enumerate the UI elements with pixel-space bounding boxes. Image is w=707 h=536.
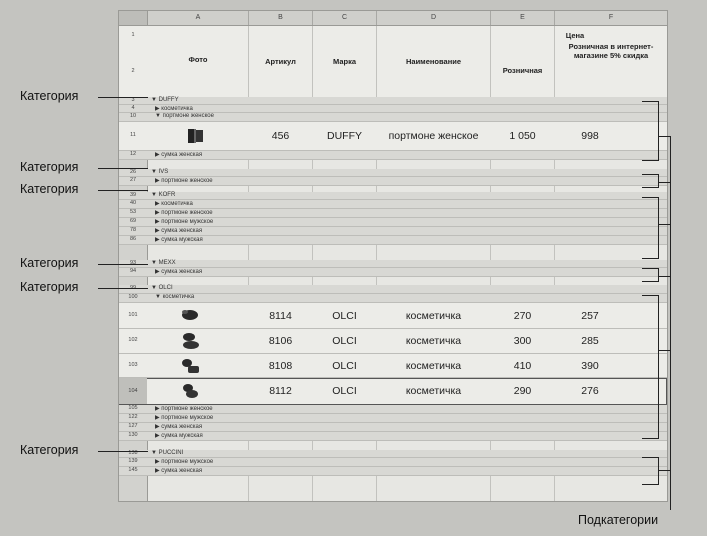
group-row-subcategory[interactable] (119, 414, 667, 423)
group-label[interactable]: ▼ PUCCINI (151, 450, 184, 456)
group-row-subcategory[interactable] (119, 209, 667, 218)
header-cena: Цена (565, 31, 585, 40)
table-row[interactable] (119, 122, 667, 151)
callout-category: Категория (20, 443, 79, 457)
row-number[interactable]: 94 (129, 268, 137, 274)
group-row-subcategory[interactable] (119, 467, 667, 476)
row-number[interactable]: 4 (131, 105, 135, 111)
cell-marka[interactable]: OLCI (332, 310, 357, 322)
row-number[interactable]: 10 (129, 113, 137, 119)
callout-pointer-line (98, 97, 148, 98)
group-label[interactable]: ▶ портмоне женское (155, 406, 213, 412)
row-number[interactable]: 105 (128, 405, 138, 411)
cell-marka[interactable]: OLCI (332, 335, 357, 347)
group-label[interactable]: ▼ DUFFY (151, 97, 179, 103)
cell-marka[interactable]: OLCI (332, 385, 357, 397)
group-row-subcategory[interactable] (119, 113, 667, 122)
group-row-subcategory[interactable] (119, 458, 667, 467)
cell-marka[interactable]: DUFFY (327, 130, 362, 142)
group-label[interactable]: ▶ косметичка (155, 201, 193, 207)
group-row-category[interactable] (119, 192, 667, 200)
subcategory-bracket (642, 268, 659, 282)
cell-artikul[interactable]: 8108 (268, 360, 293, 372)
header-marka: Марка (332, 57, 357, 66)
cell-internet-price[interactable]: 390 (581, 360, 599, 372)
cell-artikul[interactable]: 8112 (269, 385, 292, 397)
bracket-connector (658, 224, 670, 225)
product-photo-cosmetic-bag-icon (179, 332, 201, 350)
group-row-subcategory[interactable] (119, 423, 667, 432)
bracket-connector (658, 276, 670, 277)
row-number[interactable]: 3 (131, 97, 135, 103)
group-label[interactable]: ▶ портмоне мужское (155, 459, 214, 465)
group-row-subcategory[interactable] (119, 236, 667, 245)
table-row-selected[interactable] (119, 378, 667, 405)
row-number[interactable]: 93 (129, 260, 137, 266)
subcategory-bracket (642, 197, 659, 259)
group-label[interactable]: ▼ IVS (151, 169, 169, 175)
group-label[interactable]: ▶ сумка мужская (155, 237, 203, 243)
cell-artikul[interactable]: 8106 (268, 335, 293, 347)
group-row-category[interactable] (119, 450, 667, 458)
product-photo-cosmetic-bag-icon (179, 357, 201, 375)
row-number[interactable]: 39 (129, 192, 137, 198)
cell-price[interactable]: 410 (513, 360, 532, 372)
group-label[interactable]: ▶ сумка женская (155, 228, 203, 234)
cell-internet-price[interactable]: 257 (581, 310, 599, 322)
column-header-row (119, 11, 667, 26)
callout-pointer-line (98, 288, 148, 289)
row-number[interactable]: 26 (129, 169, 137, 175)
subcategory-bracket (642, 295, 659, 439)
group-label[interactable]: ▶ сумка женская (155, 152, 203, 158)
cell-name[interactable]: косметичка (405, 360, 462, 372)
group-label[interactable]: ▶ портмоне женское (155, 210, 213, 216)
group-label[interactable]: ▶ портмоне женское (155, 178, 213, 184)
cell-price[interactable]: 290 (513, 385, 532, 397)
callout-category: Категория (20, 280, 79, 294)
cell-price[interactable]: 300 (513, 335, 532, 347)
product-photo-cosmetic-bag-icon (179, 308, 201, 322)
cell-name[interactable]: косметичка (405, 335, 462, 347)
cell-artikul[interactable]: 456 (271, 130, 290, 142)
group-row-category[interactable] (119, 169, 667, 177)
group-row-subcategory[interactable] (119, 294, 667, 303)
row-number[interactable]: 2 (131, 68, 135, 74)
cell-price[interactable]: 1 050 (509, 130, 536, 142)
column-header-a[interactable]: A (148, 11, 249, 25)
row-number[interactable]: 40 (129, 200, 137, 206)
row-number[interactable]: 103 (128, 362, 138, 368)
cell-price[interactable]: 270 (513, 310, 532, 322)
row-number[interactable]: 100 (128, 294, 138, 300)
table-row[interactable] (119, 303, 667, 329)
group-row-subcategory[interactable] (119, 105, 667, 113)
cell-internet-price[interactable]: 276 (581, 385, 599, 397)
subcategory-bracket (642, 174, 659, 188)
product-photo-cosmetic-bag-icon (179, 382, 201, 400)
product-photo-wallet-icon (187, 128, 205, 144)
row-number[interactable]: 78 (129, 227, 137, 233)
bracket-connector (658, 350, 670, 351)
group-label[interactable]: ▶ сумка женская (155, 468, 203, 474)
table-row[interactable] (119, 354, 667, 378)
row-number[interactable]: 86 (129, 236, 137, 242)
group-label[interactable]: ▶ сумка женская (155, 424, 203, 430)
row-number[interactable]: 101 (128, 312, 138, 318)
callout-category: Категория (20, 256, 79, 270)
table-row[interactable] (119, 329, 667, 354)
row-number[interactable]: 27 (129, 177, 137, 183)
row-number[interactable]: 139 (128, 458, 138, 464)
group-label[interactable]: ▼ косметичка (155, 294, 195, 300)
cell-internet-price[interactable]: 285 (581, 335, 599, 347)
group-row-subcategory[interactable] (119, 227, 667, 236)
bracket-connector (658, 470, 670, 471)
group-label[interactable]: ▼ портмоне женское (155, 113, 214, 119)
cell-name[interactable]: косметичка (405, 310, 462, 322)
column-header-e[interactable]: E (491, 11, 555, 25)
select-all-corner[interactable] (119, 11, 148, 25)
row-number[interactable]: 127 (128, 423, 138, 429)
bracket-connector (658, 136, 670, 137)
group-row-subcategory[interactable] (119, 432, 667, 441)
column-header-f[interactable]: F (608, 14, 614, 21)
group-label[interactable]: ▶ сумка женская (155, 269, 203, 275)
cell-internet-price[interactable]: 998 (581, 130, 599, 142)
header-internet-price: Розничная в интернет-магазине 5% скидка (568, 42, 654, 60)
row-number[interactable]: 53 (129, 209, 137, 215)
row-number[interactable]: 11 (130, 132, 136, 138)
header-foto: Фото (188, 55, 208, 64)
row-number[interactable]: 69 (129, 218, 137, 224)
bracket-trunk-line (670, 136, 671, 510)
spreadsheet (118, 10, 668, 502)
group-row-category[interactable] (119, 260, 667, 268)
group-row-subcategory[interactable] (119, 200, 667, 209)
group-row-subcategory[interactable] (119, 151, 667, 160)
group-label[interactable]: ▶ сумка мужская (155, 433, 203, 439)
cell-artikul[interactable]: 8114 (269, 310, 292, 322)
group-row-subcategory[interactable] (119, 218, 667, 227)
table-header-row (119, 26, 667, 98)
group-label[interactable]: ▼ MEXX (151, 260, 176, 266)
callout-category: Категория (20, 182, 79, 196)
callout-pointer-line (98, 190, 148, 191)
group-label[interactable]: ▶ портмоне мужское (155, 219, 214, 225)
row-number[interactable]: 104 (119, 378, 147, 404)
group-label[interactable]: ▼ KOFR (151, 192, 176, 198)
cell-marka[interactable]: OLCI (332, 360, 357, 372)
row-number[interactable]: 99 (129, 285, 137, 291)
cell-name[interactable]: портмоне женское (388, 130, 479, 142)
group-row-subcategory[interactable] (119, 177, 667, 186)
callout-pointer-line (98, 264, 148, 265)
callout-subcategories: Подкатегории (578, 513, 659, 527)
row-number[interactable]: 138 (128, 450, 138, 456)
row-number[interactable]: 130 (128, 432, 138, 438)
column-header-d[interactable]: D (377, 11, 491, 25)
group-label[interactable]: ▶ косметичка (155, 106, 193, 112)
subcategory-bracket (642, 101, 659, 161)
group-row-subcategory[interactable] (119, 268, 667, 277)
callout-pointer-line (98, 168, 148, 169)
group-label[interactable]: ▼ OLCI (151, 285, 173, 291)
group-row-category[interactable] (119, 285, 667, 294)
header-naimenovanie: Наименование (405, 57, 462, 66)
row-number[interactable]: 122 (128, 414, 138, 420)
group-label[interactable]: ▶ портмоне мужское (155, 415, 214, 421)
column-header-c[interactable]: C (313, 11, 377, 25)
callout-category: Категория (20, 89, 79, 103)
row-number[interactable]: 12 (129, 151, 137, 157)
row-number[interactable]: 145 (128, 467, 138, 473)
cell-name[interactable]: косметичка (405, 385, 462, 397)
callout-category: Категория (20, 160, 79, 174)
header-artikul: Артикул (265, 57, 296, 66)
column-header-b[interactable]: B (249, 11, 313, 25)
row-number[interactable]: 1 (131, 32, 135, 38)
row-number[interactable]: 102 (128, 337, 138, 343)
group-row-category[interactable] (119, 97, 667, 105)
header-roznichnaya: Розничная (502, 66, 543, 75)
bracket-connector (658, 182, 670, 183)
group-row-subcategory[interactable] (119, 405, 667, 414)
callout-pointer-line (98, 451, 148, 452)
subcategory-bracket (642, 457, 659, 485)
